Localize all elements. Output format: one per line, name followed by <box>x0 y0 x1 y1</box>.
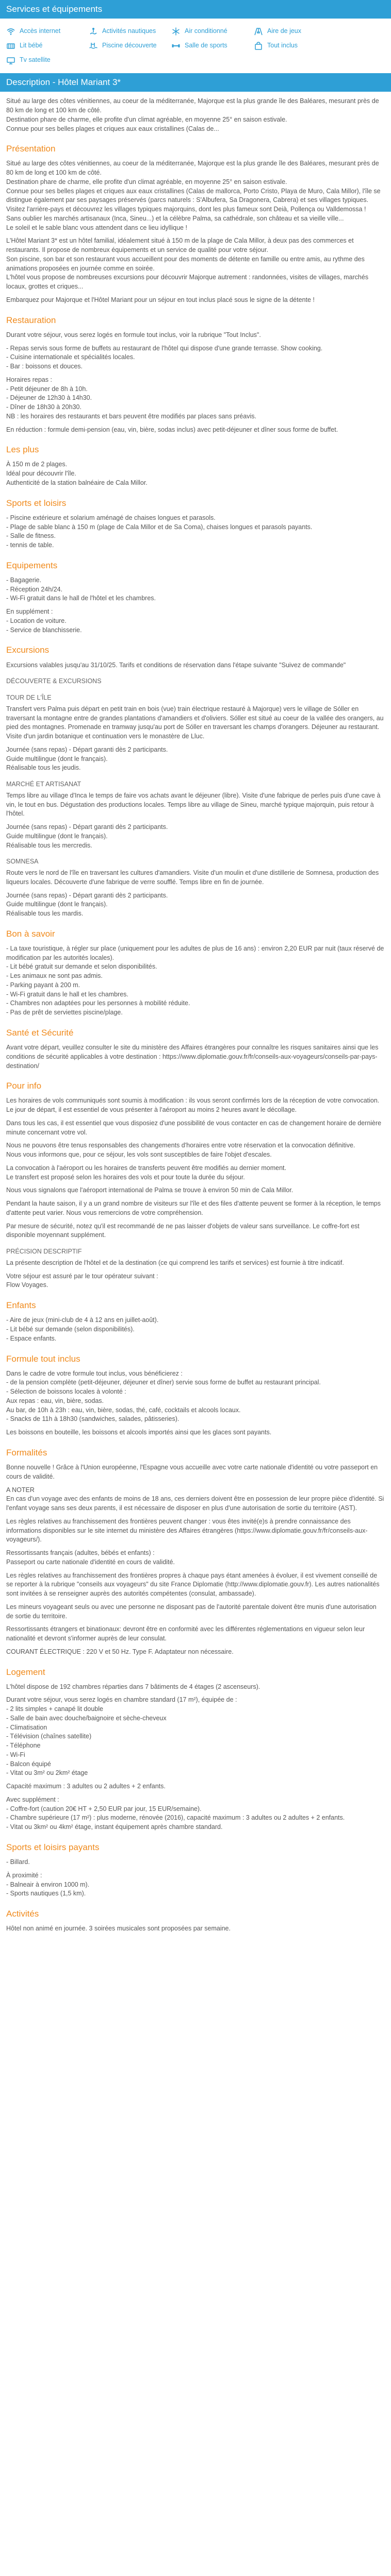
restauration-section <box>6 314 385 435</box>
service-label: Activités nautiques <box>102 27 156 35</box>
service-item <box>171 41 254 50</box>
snowflake-icon <box>171 27 181 36</box>
activites-title: Activités <box>6 1909 39 1919</box>
service-label: Air conditionné <box>185 27 227 35</box>
formalites-paragraph: Les règles relatives au franchissement des frontières propres à chaque pays étant amenées à évoluer, il est vivement conseillé de se reporter à la rubrique "conseils aux voyageurs" du site France Diplomatie (http://www.diplomatie.gouv.fr). Les autres nationalités sont invitées à se renseigner auprès des autorités compétentes (consulat, ambassade). <box>6 1571 380 1597</box>
excursions-intro: Excursions valables jusqu'au 31/10/25. Tarifs et conditions de réservation dans l'étape suivante "Suivez de commande" <box>6 661 346 669</box>
precisions-paragraph: La présente description de l'hôtel et de la destination (ce qui comprend les tarifs et services) est fournie à titre indicatif. <box>6 1259 344 1266</box>
sante-section <box>6 1027 385 1071</box>
content <box>0 97 391 1934</box>
logement-paragraph: Avec supplément : - Coffre-fort (caution 20€ HT + 2,50 EUR par jour, 15 EUR/semaine). - Chambre supérieure (17 m²) : plus moderne, rénovée (2016), capacité maximum : 3 adultes ou 2 adultes + 2 enfants. - Vitat ou 3km² ou 4km² étage, instant équipement après chambre standard. <box>6 1795 345 1831</box>
formalites-paragraph: Bonne nouvelle ! Grâce à l'Union européenne, l'Espagne vous accueille avec votre carte nationale d'identité ou votre passeport en cours de validité. <box>6 1464 378 1480</box>
excursion-details: Journée (sans repas) - Départ garanti dès 2 participants. Guide multilingue (dont le français). Réalisable tous les jeudis. <box>6 745 168 772</box>
sport-icon <box>171 41 181 50</box>
pour-info-paragraph: Les horaires de vols communiqués sont soumis à modification : ils vous seront confirmés lors de la réception de votre convocation. Le jour de départ, il est essentiel de vous présenter à l'aéroport au moins 2 heures avant le décollage. <box>6 1097 380 1114</box>
service-label: Accès internet <box>20 27 61 35</box>
bag-icon <box>254 41 263 50</box>
formalites-paragraph: Les règles relatives au franchissement des frontières peuvent changer : vous êtes invité(e)s à prendre connaissance des informations disponibles sur le site internet du ministère des Affaires étrangères (https://www.diplomatie.gouv.fr/fr/conseils-aux-voyageurs/). <box>6 1517 368 1544</box>
wifi-icon <box>6 27 15 36</box>
service-item <box>6 41 89 50</box>
precisions-subtitle: PRÉCISION DESCRIPTIF <box>6 1248 82 1256</box>
service-label: Lit bébé <box>20 42 43 49</box>
excursion-heading: MARCHÉ ET ARTISANAT <box>6 781 82 788</box>
tout-inclus-paragraph: Les boissons en bouteille, les boissons et alcools importés ainsi que les glaces sont payants. <box>6 1429 272 1436</box>
presentation-title: Présentation <box>6 144 56 154</box>
formalites-paragraph: Les mineurs voyageant seuls ou avec une personne ne disposant pas de l'autorité parentale doivent être munis d'une autorisation de sortie du territoire. <box>6 1603 377 1620</box>
excursions-section <box>6 644 385 918</box>
equipements-paragraph: En supplément : - Location de voiture. - Service de blanchisserie. <box>6 608 82 634</box>
activities-icon <box>89 27 98 36</box>
sante-paragraph: Avant votre départ, veuillez consulter le site du ministère des Affaires étrangères pour connaître les risques sanitaires ainsi que les conditions de sécurité applicables à votre destination : https://www.diplomatie.gouv.fr/fr/conseils-aux-voyageurs/conseils-par-pays-destination/ <box>6 1044 379 1070</box>
service-label: Aire de jeux <box>267 27 302 35</box>
presentation-paragraph: Embarquez pour Majorque et l'Hôtel Mariant pour un séjour en tout inclus placé sous le signe de la détente ! <box>6 296 315 303</box>
excursion-text: Temps libre au village d'Inca le temps de faire vos achats avant le déjeuner (libre). Visite d'une fabrique de perles puis d'une cave à vin, le tout en bus. Dégustation des productions locales. Temps libre au village de Sineu, marché typique majorquin, puis retour à l'hôtel. <box>6 791 381 818</box>
excursions-subtitle: DÉCOUVERTE & EXCURSIONS <box>6 677 102 685</box>
service-item <box>254 41 336 50</box>
restauration-paragraph: Durant votre séjour, vous serez logés en formule tout inclus, voir la rubrique "Tout Inclus". <box>6 331 261 338</box>
description-banner: Description - Hôtel Mariant 3* <box>0 73 391 92</box>
plus-section <box>6 444 385 487</box>
excursion-list <box>6 693 385 919</box>
pour-info-paragraph: Par mesure de sécurité, notez qu'il est recommandé de ne pas laisser d'objets de valeur sans surveillance. Le coffre-fort est disponible moyennant supplément. <box>6 1222 360 1239</box>
excursion-heading: SOMNESA <box>6 858 39 866</box>
bed-icon <box>6 41 15 50</box>
services-banner: Services et équipements <box>0 0 391 19</box>
pour-info-paragraph: Nous ne pouvons être tenus responsables des changements d'horaires entre votre réservation et la convocation définitive. Nous vous informons que, pour ce séjour, les vols sont susceptibles de faire l'objet d'escales. <box>6 1142 355 1159</box>
pour-info-paragraph: Nous vous signalons que l'aéroport international de Palma se trouve à environ 50 min de Cala Millor. <box>6 1187 294 1194</box>
tout-inclus-title: Formule tout inclus <box>6 1353 80 1364</box>
restauration-paragraph: En réduction : formule demi-pension (eau, vin, bière, sodas inclus) avec petit-déjeuner et dîner sous forme de buffet. <box>6 426 338 433</box>
service-item <box>6 27 89 36</box>
pour-info-paragraph: La convocation à l'aéroport ou les horaires de transferts peuvent être modifiés au dernier moment. Le transfert est proposé selon les horaires des vols et pour toute la durée du séjour. <box>6 1164 286 1181</box>
excursion-text: Transfert vers Palma puis départ en petit train en bois (vue) train électrique restauré à Majorque) vers le village de Sóller en traversant la montagne entre de grandes plantations d'amandiers et d'oliviers. Sóller est situé au coeur de la vallée des orangers, au pied des montagnes. Promenade en tramway jusqu'au port de Sóller en traversant les champs d'orangers. Déjeuner au restaurant. Visite d'un jardin botanique et continuation vers le monastère de Lluc. <box>6 705 384 740</box>
bon-savoir-paragraph: - La taxe touristique, à régler sur place (uniquement pour les adultes de plus de 16 ans) : environ 2,20 EUR par nuit (taux réservé de modification par les autorités locales). - Lit bébé gratuit sur demande et selon disponibilités. - Les animaux ne sont pas admis. - Parking payant à 200 m. - Wi-Fi gratuit dans le hall et les chambres. - Chambres non adaptées pour les personnes à mobilité réduite. - Pas de prêt de serviettes piscine/plage. <box>6 944 384 1016</box>
plus-line: À 150 m de 2 plages. <box>6 461 68 468</box>
service-label: Piscine découverte <box>102 42 157 49</box>
pour-info-paragraph: Dans tous les cas, il est essentiel que vous disposiez d'une possibilité de vous contacter en cas de changement horaire de dernière minute concernant votre vol. <box>6 1119 382 1136</box>
pool-icon <box>89 41 98 50</box>
enfants-title: Enfants <box>6 1300 36 1311</box>
presentation-section <box>6 143 385 304</box>
tv-icon <box>6 56 15 65</box>
sante-title: Santé et Sécurité <box>6 1027 74 1038</box>
equipements-paragraph: - Bagagerie. - Réception 24h/24. - Wi-Fi gratuit dans le hall de l'hôtel et les chambres. <box>6 576 156 602</box>
service-item <box>89 41 171 50</box>
sports-title: Sports et loisirs <box>6 498 67 508</box>
formalites-paragraph: COURANT ÉLECTRIQUE : 220 V et 50 Hz. Type F. Adaptateur non nécessaire. <box>6 1648 234 1655</box>
restauration-title: Restauration <box>6 315 56 325</box>
logement-paragraph: L'hôtel dispose de 192 chambres réparties dans 7 bâtiments de 4 étages (2 ascenseurs). <box>6 1683 260 1690</box>
presentation-paragraph: L'Hôtel Mariant 3* est un hôtel familial, idéalement situé à 150 m de la plage de Cala Millor, à deux pas des commerces et restaurants. Il propose de nombreux équipements et un service de qualité pour votre séjour. Son piscine, son bar et son restaurant vous accueillent pour des moments de détente en famille ou entre amis, au rythme des animations proposées en journée comme en soirée. L'hôtel vous propose de nombreuses excursions pour découvrir Majorque autrement : randonnées, visites de villages, marchés locaux, grottes et criques... <box>6 237 369 291</box>
restauration-paragraph: - Repas servis sous forme de buffets au restaurant de l'hôtel qui dispose d'une grande terrasse. Show cooking. - Cuisine internationale et spécialités locales. - Bar : boissons et douces. <box>6 344 323 370</box>
service-label: Tout inclus <box>267 42 298 49</box>
tout-inclus-section <box>6 1353 385 1437</box>
service-label: Salle de sports <box>185 42 227 49</box>
precisions-body <box>6 1259 385 1290</box>
bon-savoir-title: Bon à savoir <box>6 928 55 939</box>
service-label: Tv satellite <box>20 56 51 64</box>
logement-title: Logement <box>6 1667 45 1677</box>
pour-info-section <box>6 1080 385 1240</box>
plus-line: Idéal pour découvrir l'île. <box>6 470 76 478</box>
enfants-section <box>6 1299 385 1343</box>
excursion-details: Journée (sans repas) - Départ garanti dès 2 participants. Guide multilingue (dont le français). Réalisable tous les mardis. <box>6 891 168 917</box>
sports-payants-paragraph: À proximité : - Balneair à environ 1000 m). - Sports nautiques (1,5 km). <box>6 1871 90 1897</box>
services-grid <box>0 24 391 73</box>
service-item <box>171 27 254 36</box>
plus-line: Authenticité de la station balnéaire de Cala Millor. <box>6 479 148 486</box>
tout-inclus-paragraph: Dans le cadre de votre formule tout inclus, vous bénéficierez : - de la pension complète (petit-déjeuner, déjeuner et dîner) servie sous forme de buffet au restaurant principal. - Sélection de boissons locales à volonté : Aux repas : eau, vin, bière, sodas. Au bar, de 10h à 23h : eau, vin, bière, sodas, thé, café, cocktails et alcools locaux. - Snacks de 11h à 18h30 (sandwiches, salades, pâtisseries). <box>6 1369 321 1423</box>
service-item <box>254 27 336 36</box>
logement-section <box>6 1666 385 1832</box>
logement-paragraph: Durant votre séjour, vous serez logés en chambre standard (17 m²), équipée de : - 2 lits simples + canapé lit double - Salle de bain avec douche/baignoire et sèche-cheveux - Climatisation - Télévision (chaînes satellite) - Téléphone - Wi-Fi - Balcon équipé - Vitat ou 3m² ou 2km² étage <box>6 1696 237 1777</box>
sports-paragraph: - Piscine extérieure et solarium aménagé de chaises longues et parasols. - Plage de sable blanc à 150 m (plage de Cala Millor et de Sa Coma), chaises longues et parasols payants. - Salle de fitness. - tennis de table. <box>6 514 313 549</box>
excursion-heading: TOUR DE L'ÎLE <box>6 694 52 701</box>
enfants-paragraph: - Aire de jeux (mini-club de 4 à 12 ans en juillet-août). - Lit bébé sur demande (selon disponibilités). - Espace enfants. <box>6 1316 159 1342</box>
service-item <box>6 56 89 65</box>
sports-section <box>6 497 385 550</box>
service-item <box>89 27 171 36</box>
sports-payants-paragraph: - Billard. <box>6 1858 30 1866</box>
playground-icon <box>254 27 263 36</box>
excursion-details: Journée (sans repas) - Départ garanti dès 2 participants. Guide multilingue (dont le français). Réalisable tous les mercredis. <box>6 823 168 849</box>
sports-payants-section <box>6 1841 385 1899</box>
logement-paragraph: Capacité maximum : 3 adultes ou 2 adultes + 2 enfants. <box>6 1783 166 1790</box>
intro-text: Situé au large des côtes vénitiennes, au coeur de la méditerranée, Majorque est la plus grande île des Baléares, mesurant près de 80 km de long et 100 km de côté. Destination phare de charme, elle profite d'un climat agréable, en moyenne 25° en saison estivale. Connue pour ses belles plages et criques aux eaux cristallines (Calas de... <box>6 97 379 132</box>
precisions-paragraph: Votre séjour est assuré par le tour opérateur suivant : Flow Voyages. <box>6 1272 158 1289</box>
formalites-paragraph: Ressortissants étrangers et binationaux: devront être en conformité avec les différentes réglementations en vigueur selon leur nationalité et devront s'informer auprès de leur consulat. <box>6 1625 365 1642</box>
plus-title: Les plus <box>6 445 39 455</box>
presentation-paragraph: Situé au large des côtes vénitiennes, au coeur de la méditerranée, Majorque est la plus grande île des Baléares, mesurant près de 80 km de long et 100 km de côté. Destination phare de charme, elle profite d'un climat agréable, en moyenne 25° en saison estivale. Connue pour ses belles plages et criques aux eaux cristallines (Calas de mallorca, Porto Cristo, Playa de Muro, Cala Millor), l'île se distingue également par ses paysages préservés (parcs naturels : S'Albufera, Sa Dragonera, Cabrera) et ses villages typiques. Visitez l'arrière-pays et découvrez les villages typiques majorquins, dont les plus fameux sont Deià, Pollença ou Valldemossa ! Sans oublier les marchés artisanaux (Inca, Sineu...) et la célèbre Palma, sa cathédrale, son château et sa vieille ville... Le soleil et le sable blanc vous attendent dans ce lieu idyllique ! <box>6 160 381 231</box>
formalites-paragraph: Ressortissants français (adultes, bébés et enfants) : Passeport ou carte nationale d'identité en cours de validité. <box>6 1549 175 1566</box>
activites-section <box>6 1908 385 1934</box>
formalites-paragraph: A NOTER En cas d'un voyage avec des enfants de moins de 18 ans, ces derniers doivent être en possession de leur propre pièce d'identité. Si l'enfant voyage sans ses deux parents, il est nécessaire de disposer en plus d'une autorisation de sortie du territoire (AST). <box>6 1486 384 1512</box>
excursions-title: Excursions <box>6 645 50 655</box>
excursion-text: Route vers le nord de l'île en traversant les cultures d'amandiers. Visite d'un moulin et d'une distillerie de Somnesa, production des liqueurs locales. Découverte d'une fabrique de verre soufflé. Temps libre en fin de journée. <box>6 869 379 886</box>
restauration-paragraph: Horaires repas : - Petit déjeuner de 8h à 10h. - Déjeuner de 12h30 à 14h30. - Dîner de 18h30 à 20h30. NB : les horaires des restaurants et bars peuvent être modifiés par places sans préavis. <box>6 376 256 420</box>
precisions-section <box>6 1247 385 1290</box>
activites-paragraph: Hôtel non animé en journée. 3 soirées musicales sont proposées par semaine. <box>6 1925 231 1933</box>
formalites-title: Formalités <box>6 1447 47 1458</box>
equipements-title: Equipements <box>6 560 58 570</box>
pour-info-paragraph: Pendant la haute saison, il y a un grand nombre de visiteurs sur l'île et des files d'attente peuvent se former à la réception, le temps d'attente peut varier. Nous vous remercions de votre compréhension. <box>6 1200 381 1216</box>
pour-info-title: Pour info <box>6 1081 42 1091</box>
equipements-section <box>6 560 385 635</box>
formalites-section <box>6 1447 385 1657</box>
sports-payants-title: Sports et loisirs payants <box>6 1842 100 1852</box>
bon-savoir-section <box>6 928 385 1018</box>
